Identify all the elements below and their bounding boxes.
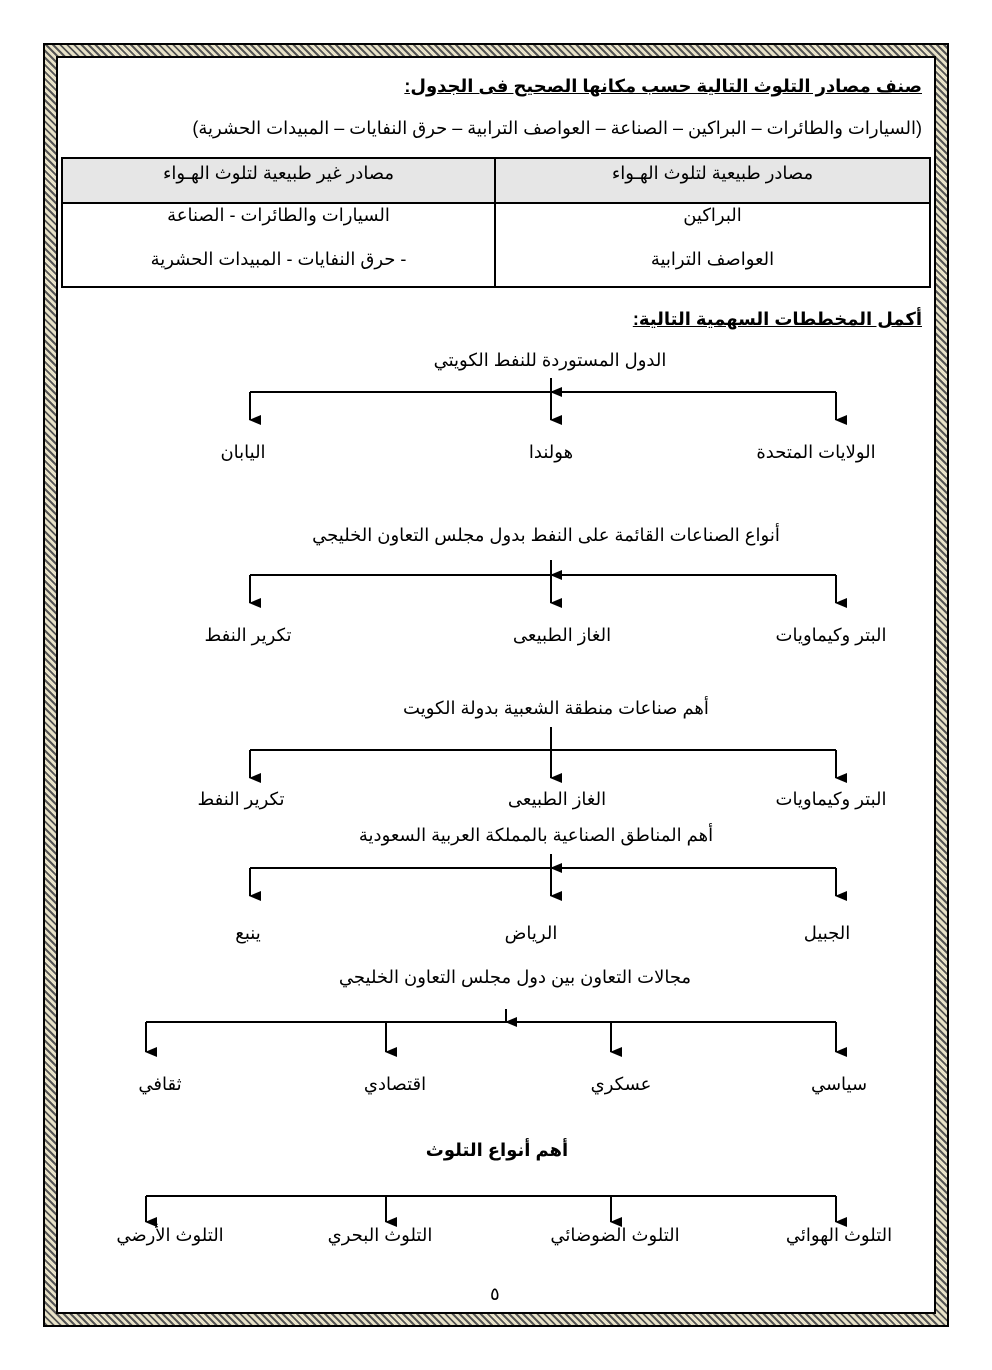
header-natural-sources: مصادر طبيعية لتلوث الهـواء bbox=[611, 163, 814, 183]
diagram-4-title: أهم المناطق الصناعية بالمملكة العربية السعودية bbox=[358, 825, 714, 845]
diagram-5-connectors bbox=[146, 1009, 836, 1052]
diagram-4-item-2: الرياض bbox=[504, 923, 558, 943]
diagram-4-item-3: ينبع bbox=[235, 923, 261, 943]
diagram-2-item-2: الغاز الطبيعى bbox=[512, 625, 612, 645]
diagram-6-item-2: التلوث الضوضائي bbox=[550, 1225, 680, 1245]
unnatural-source-2: - حرق النفايات - المبيدات الحشرية bbox=[150, 249, 407, 269]
diagram-2-connectors bbox=[250, 560, 836, 603]
word-bank: (السيارات والطائرات – البراكين – الصناعة – العواصف الترابية – حرق النفايات – المبيدات الحشرية) bbox=[192, 118, 922, 138]
diagram-5-item-3: اقتصادي bbox=[363, 1074, 427, 1094]
diagram-6-connectors bbox=[146, 1196, 836, 1222]
diagram-4-item-1: الجبيل bbox=[803, 923, 851, 943]
diagram-3-item-1: البتر وكيماويات bbox=[775, 789, 887, 809]
diagram-1-item-3: اليابان bbox=[220, 442, 266, 462]
diagram-1-item-1: الولايات المتحدة bbox=[756, 442, 876, 462]
diagram-6-item-3: التلوث البحري bbox=[327, 1225, 433, 1245]
diagram-2-title: أنواع الصناعات القائمة على النفط بدول مجلس التعاون الخليجي bbox=[312, 525, 780, 545]
page-number: ٥ bbox=[490, 1284, 500, 1304]
diagram-6-item-4: التلوث الأرضي bbox=[116, 1225, 224, 1245]
section1-heading: صنف مصادر التلوث التالية حسب مكانها الصحيح فى الجدول: bbox=[404, 76, 922, 96]
diagram-5-item-4: ثقافي bbox=[138, 1074, 182, 1094]
diagram-3-title: أهم صناعات منطقة الشعبية بدولة الكويت bbox=[403, 698, 709, 718]
section2-heading: أكمل المخططات السهمية التالية: bbox=[632, 309, 922, 329]
diagram-3-item-2: الغاز الطبيعى bbox=[507, 789, 607, 809]
diagram-5-item-1: سياسي bbox=[810, 1074, 868, 1094]
diagram-3-connectors bbox=[250, 727, 836, 778]
diagram-6-item-1: التلوث الهوائي bbox=[785, 1225, 893, 1245]
diagram-1-connectors bbox=[250, 378, 836, 420]
diagram-5-title: مجالات التعاون بين دول مجلس التعاون الخليجي bbox=[338, 967, 692, 987]
diagram-6-title: أهم أنواع التلوث bbox=[425, 1140, 569, 1160]
unnatural-source-1: السيارات والطائرات - الصناعة bbox=[167, 205, 390, 225]
header-unnatural-sources: مصادر غير طبيعية لتلوث الهـواء bbox=[162, 163, 395, 183]
natural-source-2: العواصف الترابية bbox=[650, 249, 775, 269]
diagram-2-item-3: تكرير النفط bbox=[204, 625, 292, 645]
diagram-1-item-2: هولندا bbox=[528, 442, 574, 462]
diagram-1-title: الدول المستوردة للنفط الكويتي bbox=[433, 350, 667, 370]
diagram-3-item-3: تكرير النفط bbox=[197, 789, 285, 809]
diagram-2-item-1: البتر وكيماويات bbox=[775, 625, 887, 645]
diagram-4-connectors bbox=[250, 854, 836, 896]
natural-source-1: البراكين bbox=[683, 205, 742, 225]
diagram-5-item-2: عسكري bbox=[590, 1074, 652, 1094]
